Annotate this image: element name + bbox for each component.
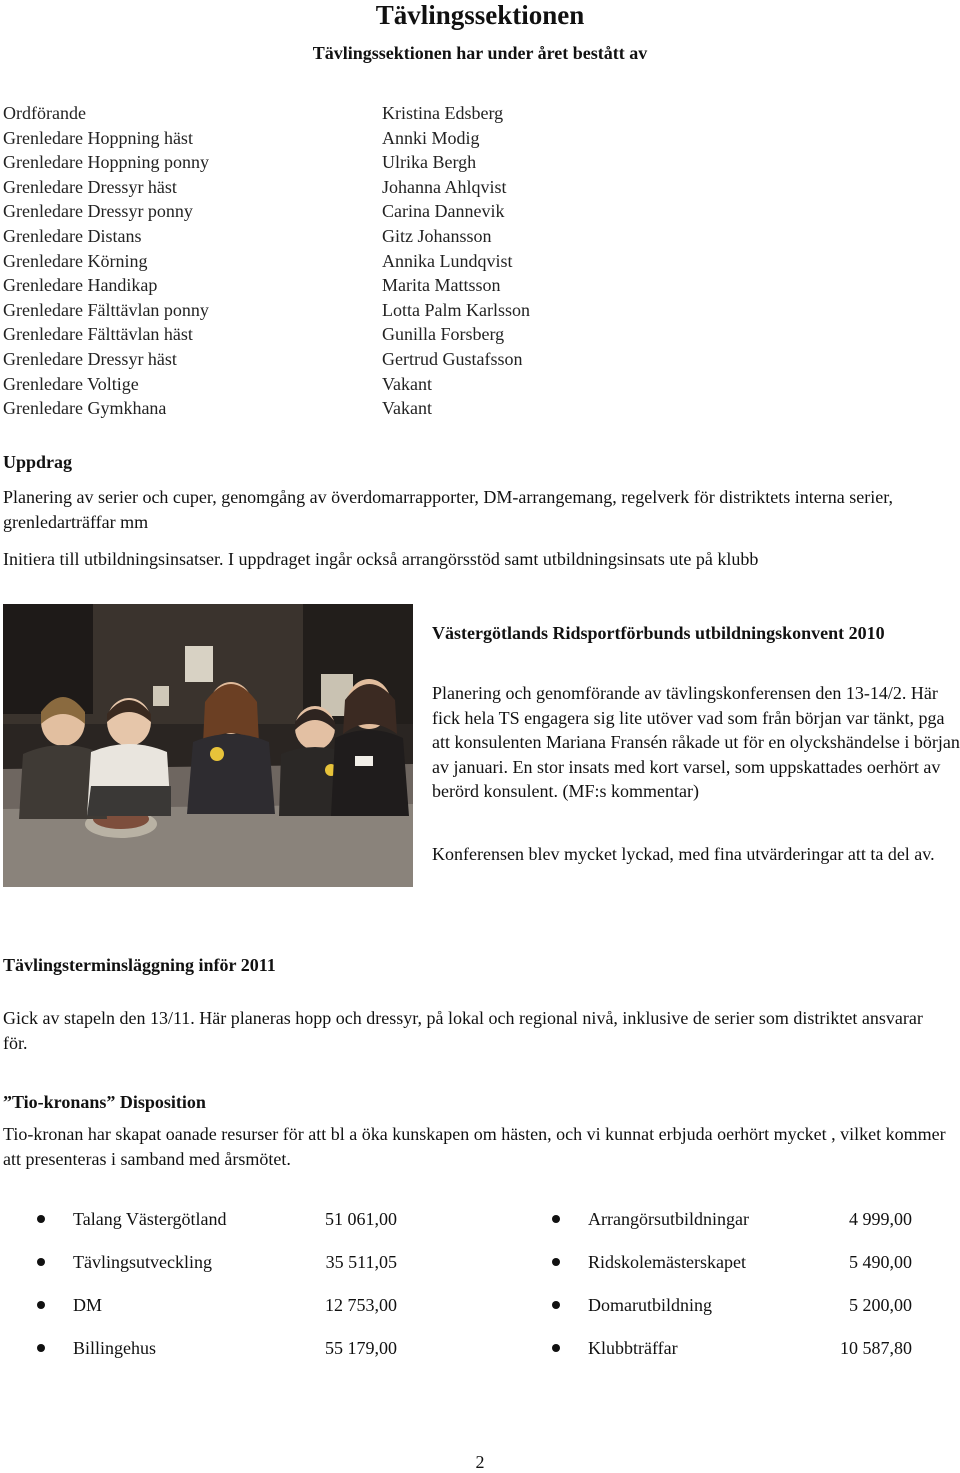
budget-item-label: Billingehus bbox=[73, 1338, 157, 1358]
roster-role: Grenledare Dressyr häst bbox=[3, 176, 177, 197]
roster-role: Grenledare Dressyr häst bbox=[3, 348, 177, 369]
konvent-paragraph-2: Konferensen blev mycket lyckad, med fina utvärderingar att ta del av. bbox=[432, 844, 935, 864]
budget-item-value: 4 999,00 bbox=[849, 1209, 912, 1229]
budget-item-label: Ridskolemästerskapet bbox=[588, 1252, 746, 1272]
roster-roles bbox=[3, 101, 209, 421]
roster-role: Grenledare Körning bbox=[3, 250, 148, 271]
roster-role: Grenledare Handikap bbox=[3, 275, 158, 296]
budget-list-left bbox=[37, 1208, 407, 1368]
roster-name: Kristina Edsberg bbox=[382, 103, 504, 123]
budget-item-value: 12 753,00 bbox=[325, 1295, 397, 1315]
roster-role: Ordförande bbox=[3, 103, 86, 123]
roster-role: Grenledare Dressyr ponny bbox=[3, 201, 193, 222]
roster-role: Grenledare Fälttävlan häst bbox=[3, 324, 193, 345]
bullet-icon bbox=[552, 1301, 560, 1309]
group-photo bbox=[3, 604, 413, 887]
uppdrag-heading: Uppdrag bbox=[3, 452, 73, 472]
page-title: Tävlingssektionen bbox=[375, 0, 585, 30]
roster-name: Annki Modig bbox=[382, 127, 480, 148]
roster-name: Vakant bbox=[382, 373, 432, 394]
roster-name: Ulrika Bergh bbox=[382, 152, 477, 173]
budget-item bbox=[37, 1208, 397, 1230]
roster-name: Gitz Johansson bbox=[382, 225, 492, 246]
bullet-icon bbox=[37, 1258, 45, 1266]
budget-item bbox=[552, 1294, 912, 1316]
budget-item-value: 5 200,00 bbox=[849, 1295, 912, 1315]
roster-name: Gertrud Gustafsson bbox=[382, 348, 523, 369]
budget-item bbox=[552, 1251, 912, 1273]
budget-item-value: 51 061,00 bbox=[325, 1209, 397, 1229]
budget-list-right bbox=[552, 1208, 922, 1368]
budget-item-value: 5 490,00 bbox=[849, 1252, 912, 1272]
budget-item bbox=[37, 1251, 397, 1273]
budget-item-label: Domarutbildning bbox=[588, 1295, 712, 1315]
roster-name: Gunilla Forsberg bbox=[382, 324, 505, 345]
page-subtitle: Tävlingssektionen har under året bestått av bbox=[312, 43, 648, 63]
roster-name: Annika Lundqvist bbox=[382, 250, 513, 271]
bullet-icon bbox=[37, 1344, 45, 1352]
bullet-icon bbox=[552, 1344, 560, 1352]
bullet-icon bbox=[552, 1258, 560, 1266]
bullet-icon bbox=[37, 1215, 45, 1223]
roster-role: Grenledare Gymkhana bbox=[3, 398, 167, 419]
roster-name: Johanna Ahlqvist bbox=[382, 176, 507, 197]
bullet-icon bbox=[37, 1301, 45, 1309]
roster-role: Grenledare Hoppning häst bbox=[3, 127, 193, 148]
roster-names bbox=[382, 101, 530, 421]
konvent-heading: Västergötlands Ridsportförbunds utbildningskonvent 2010 bbox=[432, 623, 885, 643]
roster-name: Carina Dannevik bbox=[382, 201, 505, 222]
budget-item-label: Arrangörsutbildningar bbox=[588, 1209, 749, 1229]
page-number: 2 bbox=[475, 1452, 485, 1472]
uppdrag-paragraph-2: Initiera till utbildningsinsatser. I uppdraget ingår också arrangörsstöd samt utbildningsinsats ute på klubb bbox=[3, 549, 759, 569]
bullet-icon bbox=[552, 1215, 560, 1223]
budget-item bbox=[37, 1294, 397, 1316]
budget-item-value: 55 179,00 bbox=[325, 1338, 397, 1358]
budget-item-label: Klubbträffar bbox=[588, 1338, 678, 1358]
roster-name: Marita Mattsson bbox=[382, 275, 501, 296]
budget-item-value: 35 511,05 bbox=[325, 1252, 397, 1272]
roster-role: Grenledare Hoppning ponny bbox=[3, 152, 209, 173]
roster-role: Grenledare Voltige bbox=[3, 373, 139, 394]
tiokronan-heading: ”Tio-kronans” Disposition bbox=[3, 1092, 206, 1112]
budget-item-value: 10 587,80 bbox=[840, 1338, 912, 1358]
roster-name: Lotta Palm Karlsson bbox=[382, 299, 530, 320]
terminslaggning-paragraph: Gick av stapeln den 13/11. Här planeras hopp och dressyr, på lokal och regional nivå, inklusive de serier som distriktet ansvarar för. bbox=[3, 1008, 923, 1053]
roster-role: Grenledare Distans bbox=[3, 225, 142, 246]
budget-item bbox=[552, 1208, 912, 1230]
roster-role: Grenledare Fälttävlan ponny bbox=[3, 299, 209, 320]
budget-item bbox=[552, 1337, 912, 1359]
uppdrag-paragraph: Planering av serier och cuper, genomgång av överdomarrapporter, DM-arrangemang, regelverk för distriktets interna serier, grenledarträffar mm bbox=[3, 487, 893, 532]
budget-item-label: Tävlingsutveckling bbox=[73, 1252, 212, 1272]
roster-name: Vakant bbox=[382, 398, 432, 419]
budget-item bbox=[37, 1337, 397, 1359]
terminslaggning-heading: Tävlingsterminsläggning inför 2011 bbox=[3, 955, 276, 975]
budget-item-label: DM bbox=[73, 1295, 103, 1315]
budget-item-label: Talang Västergötland bbox=[73, 1209, 227, 1229]
tiokronan-paragraph: Tio-kronan har skapat oanade resurser för att bl a öka kunskapen om hästen, och vi kunnat erbjuda oerhört mycket , vilket kommer att presenteras i samband med årsmötet. bbox=[3, 1124, 946, 1169]
konvent-paragraph: Planering och genomförande av tävlingskonferensen den 13-14/2. Här fick hela TS engagera sig lite utöver vad som från början var tänkt, pga att konsulenten Mariana Fransén råkade ut för en olyckshändelse i början av januari. En stor insats med kort varsel, som uppskattades oerhört av berörd konsulent. (MF:s kommentar) bbox=[432, 683, 960, 801]
